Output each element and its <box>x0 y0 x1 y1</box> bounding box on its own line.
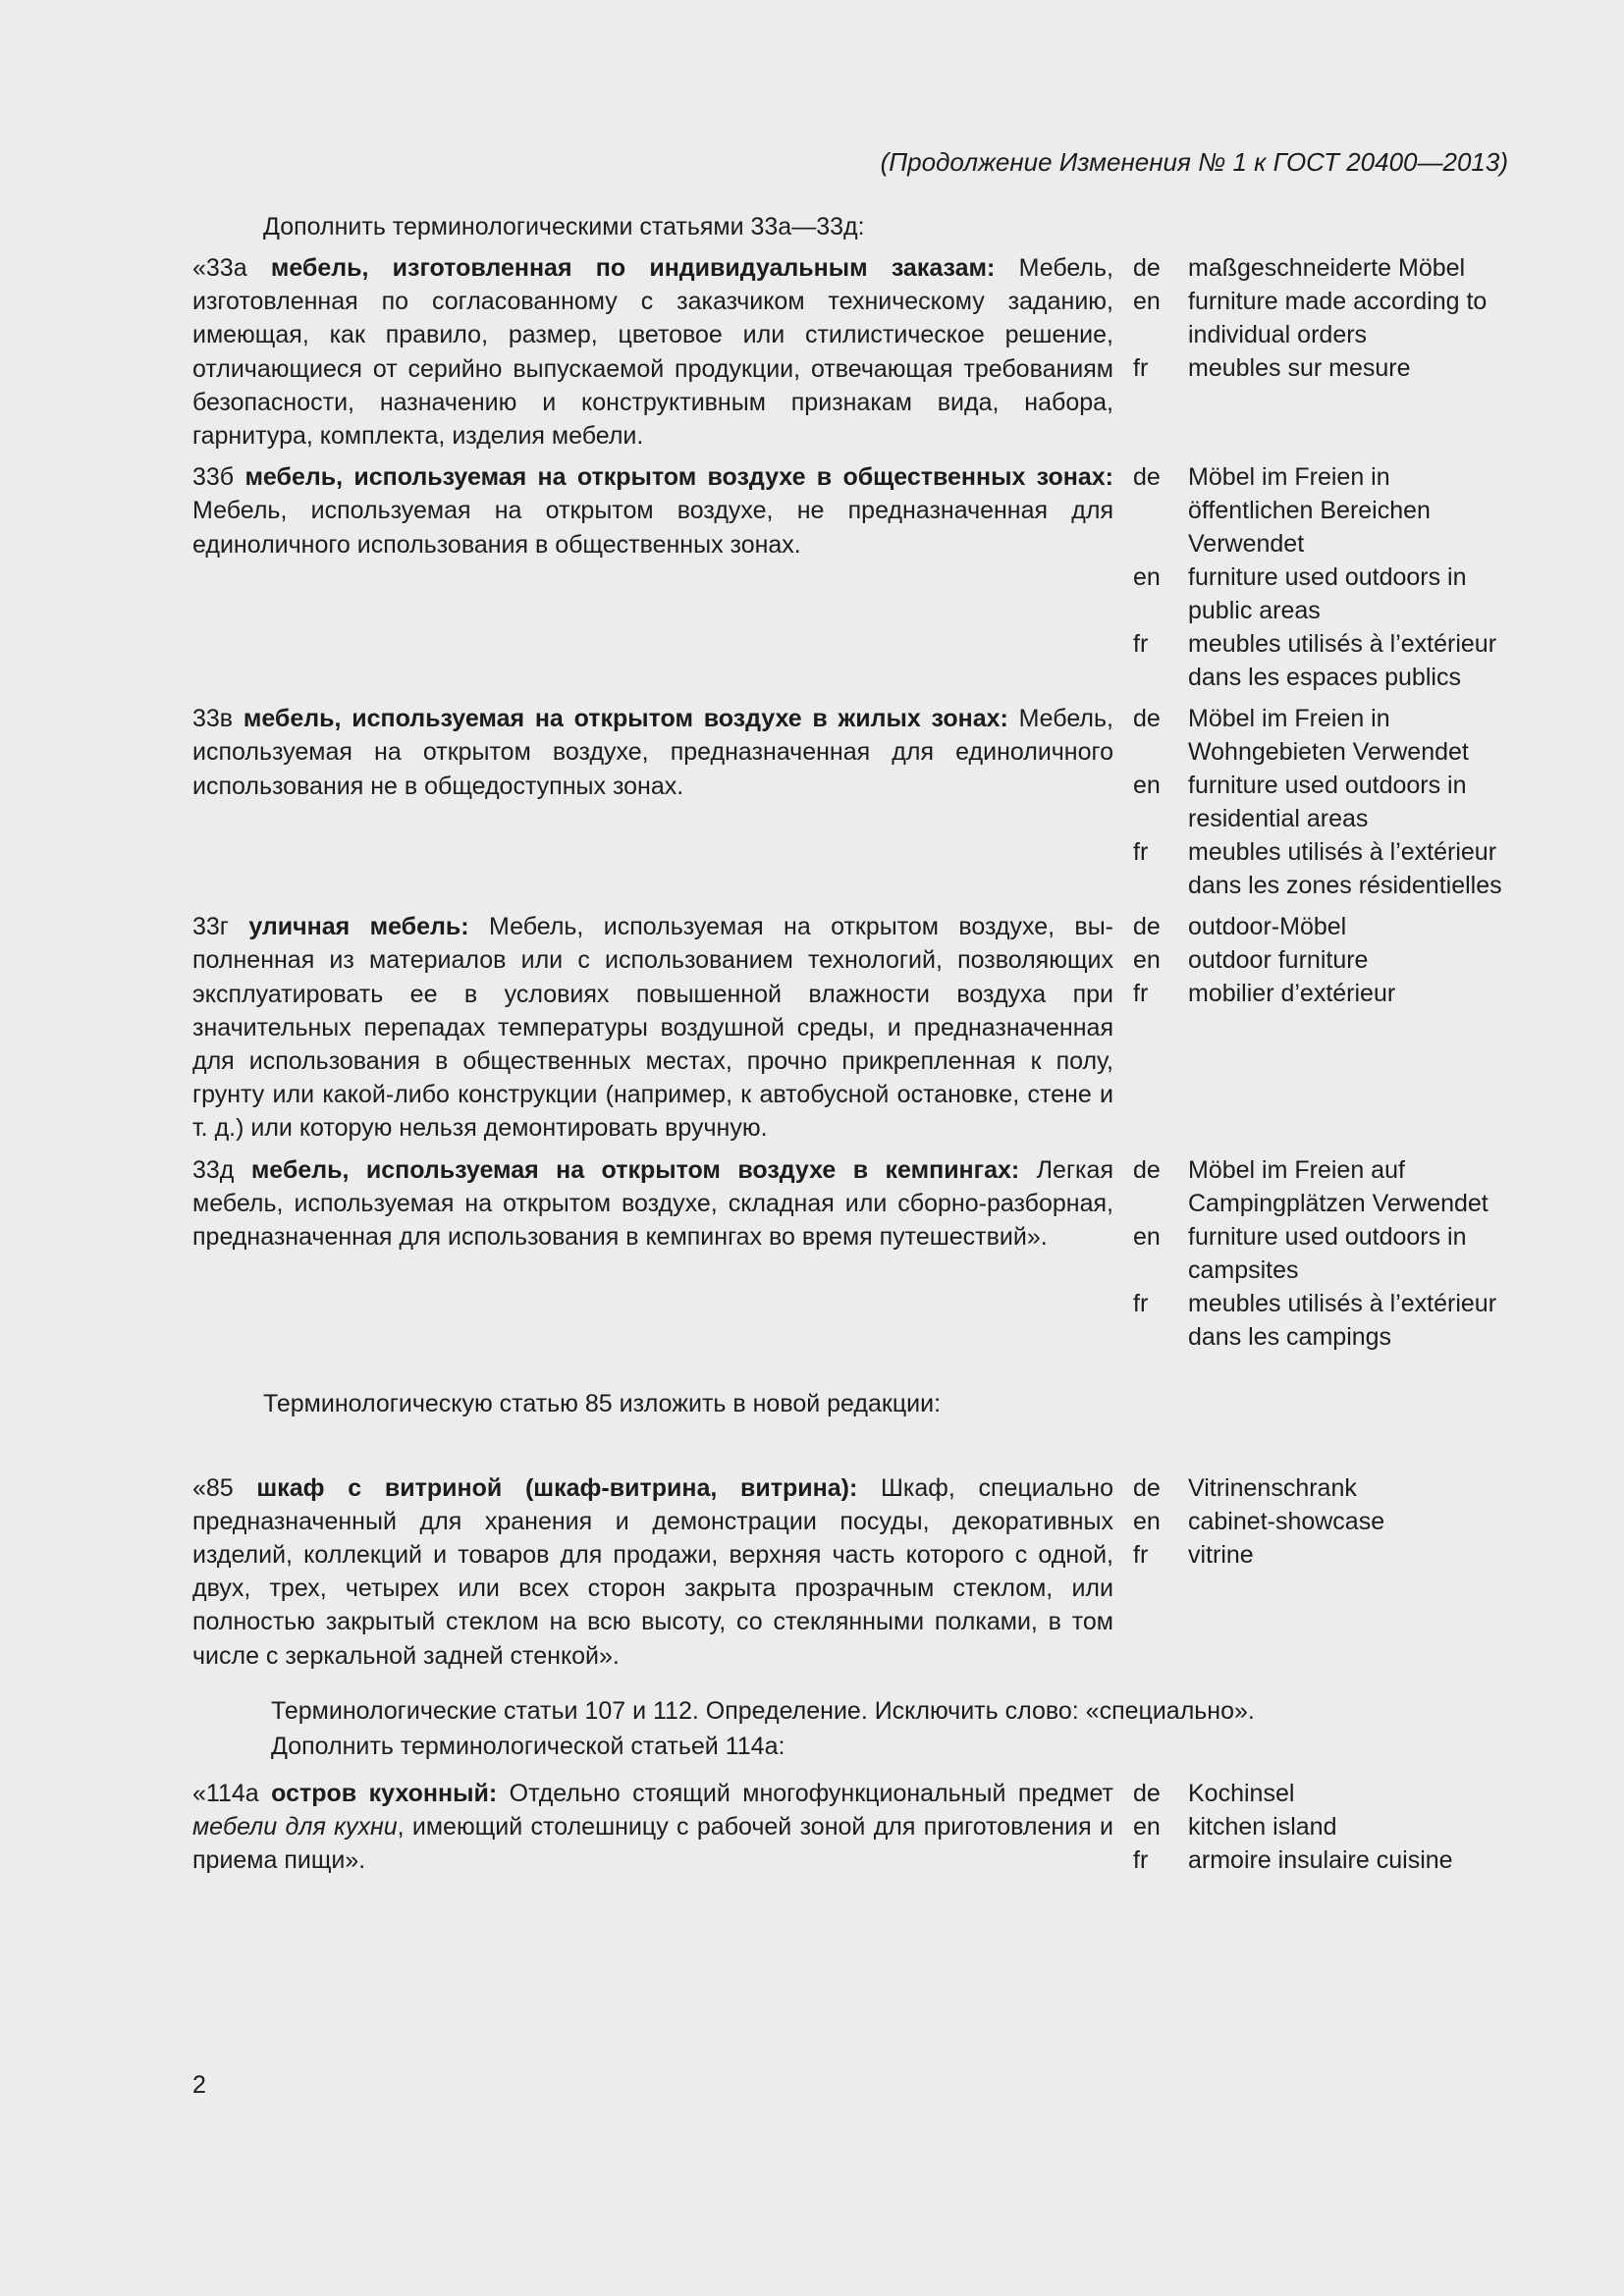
term-entry-33g <box>192 910 1508 1145</box>
term-title: мебель, изготовленная по индивидуальным заказам: <box>270 254 996 282</box>
translation-fr: mobilier d’extérieur <box>1188 980 1396 1008</box>
term-text: Мебель, используемая на открытом воздухе, выполненная из материалов или с использованием технологий, позволяющих эксплуатировать ее в условиях повышенной влажности воздуха при значительных перепадах температуры воздушной среды, и предназначенная для использования в общественных местах, прочно прикрепленная к полу, грунту или какой-либо конструкции (например, к автобусной остановке, стене и т. д.) или которую нельзя демонтировать вручную. <box>192 913 1113 1143</box>
translation-fr: meubles utilisés à l’extérieur dans les campings <box>1188 1289 1497 1351</box>
term-text: Отдельно стоящий многофункциональный предмет <box>497 1779 1113 1807</box>
term-title: уличная мебель: <box>248 913 469 941</box>
term-translations <box>1133 1153 1508 1354</box>
lang-code-fr: fr <box>1133 1845 1149 1874</box>
intro-paragraph: Дополнить терминологической статьей 114а: <box>271 1732 785 1760</box>
translation-de: Kochinsel <box>1188 1779 1295 1807</box>
term-number: 33в <box>192 705 244 733</box>
term-definition <box>192 1153 1113 1255</box>
translation-fr: meubles utilisés à l’extérieur dans les espaces publics <box>1188 630 1497 692</box>
term-entry-33d <box>192 1153 1508 1354</box>
term-definition <box>192 251 1113 453</box>
term-text: Шкаф, специально предназначенный для хранения и демонстрации посуды, декоративных изделий, коллекций и товаров для продажи, верхняя часть которого с одной, двух, трех, четырех или всех сторон закрыта прозрачным стеклом, или полностью закрытый стеклом на всю высоту, со стеклянными полками, в том числе с зеркальной задней стенкой». <box>192 1473 1113 1670</box>
term-definition <box>192 910 1113 1145</box>
lang-code-en: en <box>1133 1812 1161 1841</box>
lang-code-en: en <box>1133 288 1161 315</box>
term-text: Мебель, используемая на открытом воздухе, предназначенная для единоличного использования не в общедоступных зонах. <box>192 705 1113 800</box>
translation-fr: armoire insulaire cuisine <box>1188 1845 1453 1874</box>
lang-code-de: de <box>1133 463 1161 492</box>
lang-code-fr: fr <box>1133 630 1149 659</box>
term-definition <box>192 460 1113 561</box>
term-definition <box>192 1777 1113 1878</box>
intro-paragraph: Дополнить терминологическими статьями 33а—33д: <box>263 213 865 240</box>
document-content <box>192 210 1508 1877</box>
translation-en: cabinet-showcase <box>1188 1507 1385 1535</box>
term-number: «33а <box>192 254 271 282</box>
translation-fr: meubles sur mesure <box>1188 354 1411 382</box>
lang-code-en: en <box>1133 1507 1161 1535</box>
translation-en: furniture used outdoors in campsites <box>1188 1222 1467 1284</box>
term-title: остров кухонный: <box>271 1779 498 1807</box>
page-header: (Продолжение Изменения № 1 к ГОСТ 20400—2013) <box>880 147 1508 177</box>
term-translations <box>1133 460 1508 694</box>
translation-de: Möbel im Freien in Wohngebieten Verwendet <box>1188 705 1469 767</box>
lang-code-fr: fr <box>1133 980 1149 1008</box>
term-text: , имеющий столешницу с рабочей зоной для приготовления и приема пищи». <box>192 1813 1113 1875</box>
term-entry-33b <box>192 460 1508 694</box>
term-translations <box>1133 702 1508 902</box>
term-number: 33г <box>192 913 249 941</box>
term-text: Мебель, используемая на открытом воздухе, не предназначенная для единоличного использования в общественных зонах. <box>192 497 1113 559</box>
term-title: мебель, используемая на открытом воздухе в кемпингах: <box>250 1155 1020 1184</box>
term-number: 33д <box>192 1155 251 1184</box>
translation-de: Vitrinenschrank <box>1188 1473 1357 1502</box>
lang-code-de: de <box>1133 1155 1161 1184</box>
translation-de: Möbel im Freien auf Campingplätzen Verwendet <box>1188 1155 1489 1217</box>
translation-en: kitchen island <box>1188 1812 1337 1841</box>
translation-de: Möbel im Freien in öffentlichen Bereichen Verwendet <box>1188 463 1431 559</box>
lang-code-en: en <box>1133 1222 1161 1251</box>
translation-en: furniture made according to individual orders <box>1188 288 1488 348</box>
intro-paragraph: Терминологические статьи 107 и 112. Определение. Исключить слово: «специально». <box>271 1696 1255 1725</box>
lang-code-en: en <box>1133 946 1161 975</box>
term-text: Легкая мебель, используемая на открытом воздухе, складная или сборно-разборная, предназначенная для использования в кемпингах во время путешествий». <box>192 1155 1113 1252</box>
translation-en: outdoor furniture <box>1188 946 1369 975</box>
lang-code-de: de <box>1133 1779 1161 1807</box>
intro-paragraph: Терминологическую статью 85 изложить в новой редакции: <box>263 1389 942 1417</box>
term-reference: мебели для кухни <box>192 1813 398 1842</box>
term-entry-114a <box>192 1777 1508 1878</box>
page-number: 2 <box>192 2071 206 2099</box>
translation-fr: vitrine <box>1188 1540 1254 1569</box>
term-entry-85 <box>192 1471 1508 1673</box>
term-definition <box>192 702 1113 803</box>
translation-en: furniture used outdoors in public areas <box>1188 563 1467 625</box>
term-title: шкаф с витриной (шкаф-витрина, витрина): <box>256 1473 858 1502</box>
lang-code-fr: fr <box>1133 1540 1149 1569</box>
lang-code-de: de <box>1133 705 1161 733</box>
lang-code-fr: fr <box>1133 838 1149 867</box>
lang-code-fr: fr <box>1133 354 1149 382</box>
term-number: «85 <box>192 1473 257 1502</box>
term-number: 33б <box>192 463 245 492</box>
lang-code-de: de <box>1133 913 1161 941</box>
lang-code-en: en <box>1133 772 1161 800</box>
term-translations <box>1133 1777 1508 1877</box>
term-definition <box>192 1471 1113 1673</box>
lang-code-de: de <box>1133 1473 1161 1502</box>
term-entry-33v <box>192 702 1508 902</box>
term-number: «114а <box>192 1779 272 1807</box>
term-translations <box>1133 251 1508 385</box>
translation-de: maßgeschneiderte Möbel <box>1188 254 1466 282</box>
lang-code-de: de <box>1133 254 1161 282</box>
lang-code-en: en <box>1133 563 1161 592</box>
term-title: мебель, используемая на открытом воздухе в общественных зонах: <box>244 463 1113 492</box>
term-translations <box>1133 910 1508 1010</box>
term-text: Мебель, изготовленная по согласованному с заказчиком техническому заданию, имеющая, как правило, размер, цветовое или стилистическое решение, отличающиеся от серийно выпускаемой продукции, отвечающая требованиям безопасности, назначению и конструктивным признакам вида, набора, гарнитура, комплекта, изделия мебели. <box>192 254 1113 451</box>
translation-de: outdoor-Möbel <box>1188 913 1347 941</box>
lang-code-fr: fr <box>1133 1289 1149 1317</box>
term-title: мебель, используемая на открытом воздухе в жилых зонах: <box>243 705 1008 733</box>
translation-en: furniture used outdoors in residential areas <box>1188 772 1467 833</box>
term-translations <box>1133 1471 1508 1572</box>
translation-fr: meubles utilisés à l’extérieur dans les zones résidentielles <box>1188 838 1502 900</box>
term-entry-33a <box>192 251 1508 453</box>
